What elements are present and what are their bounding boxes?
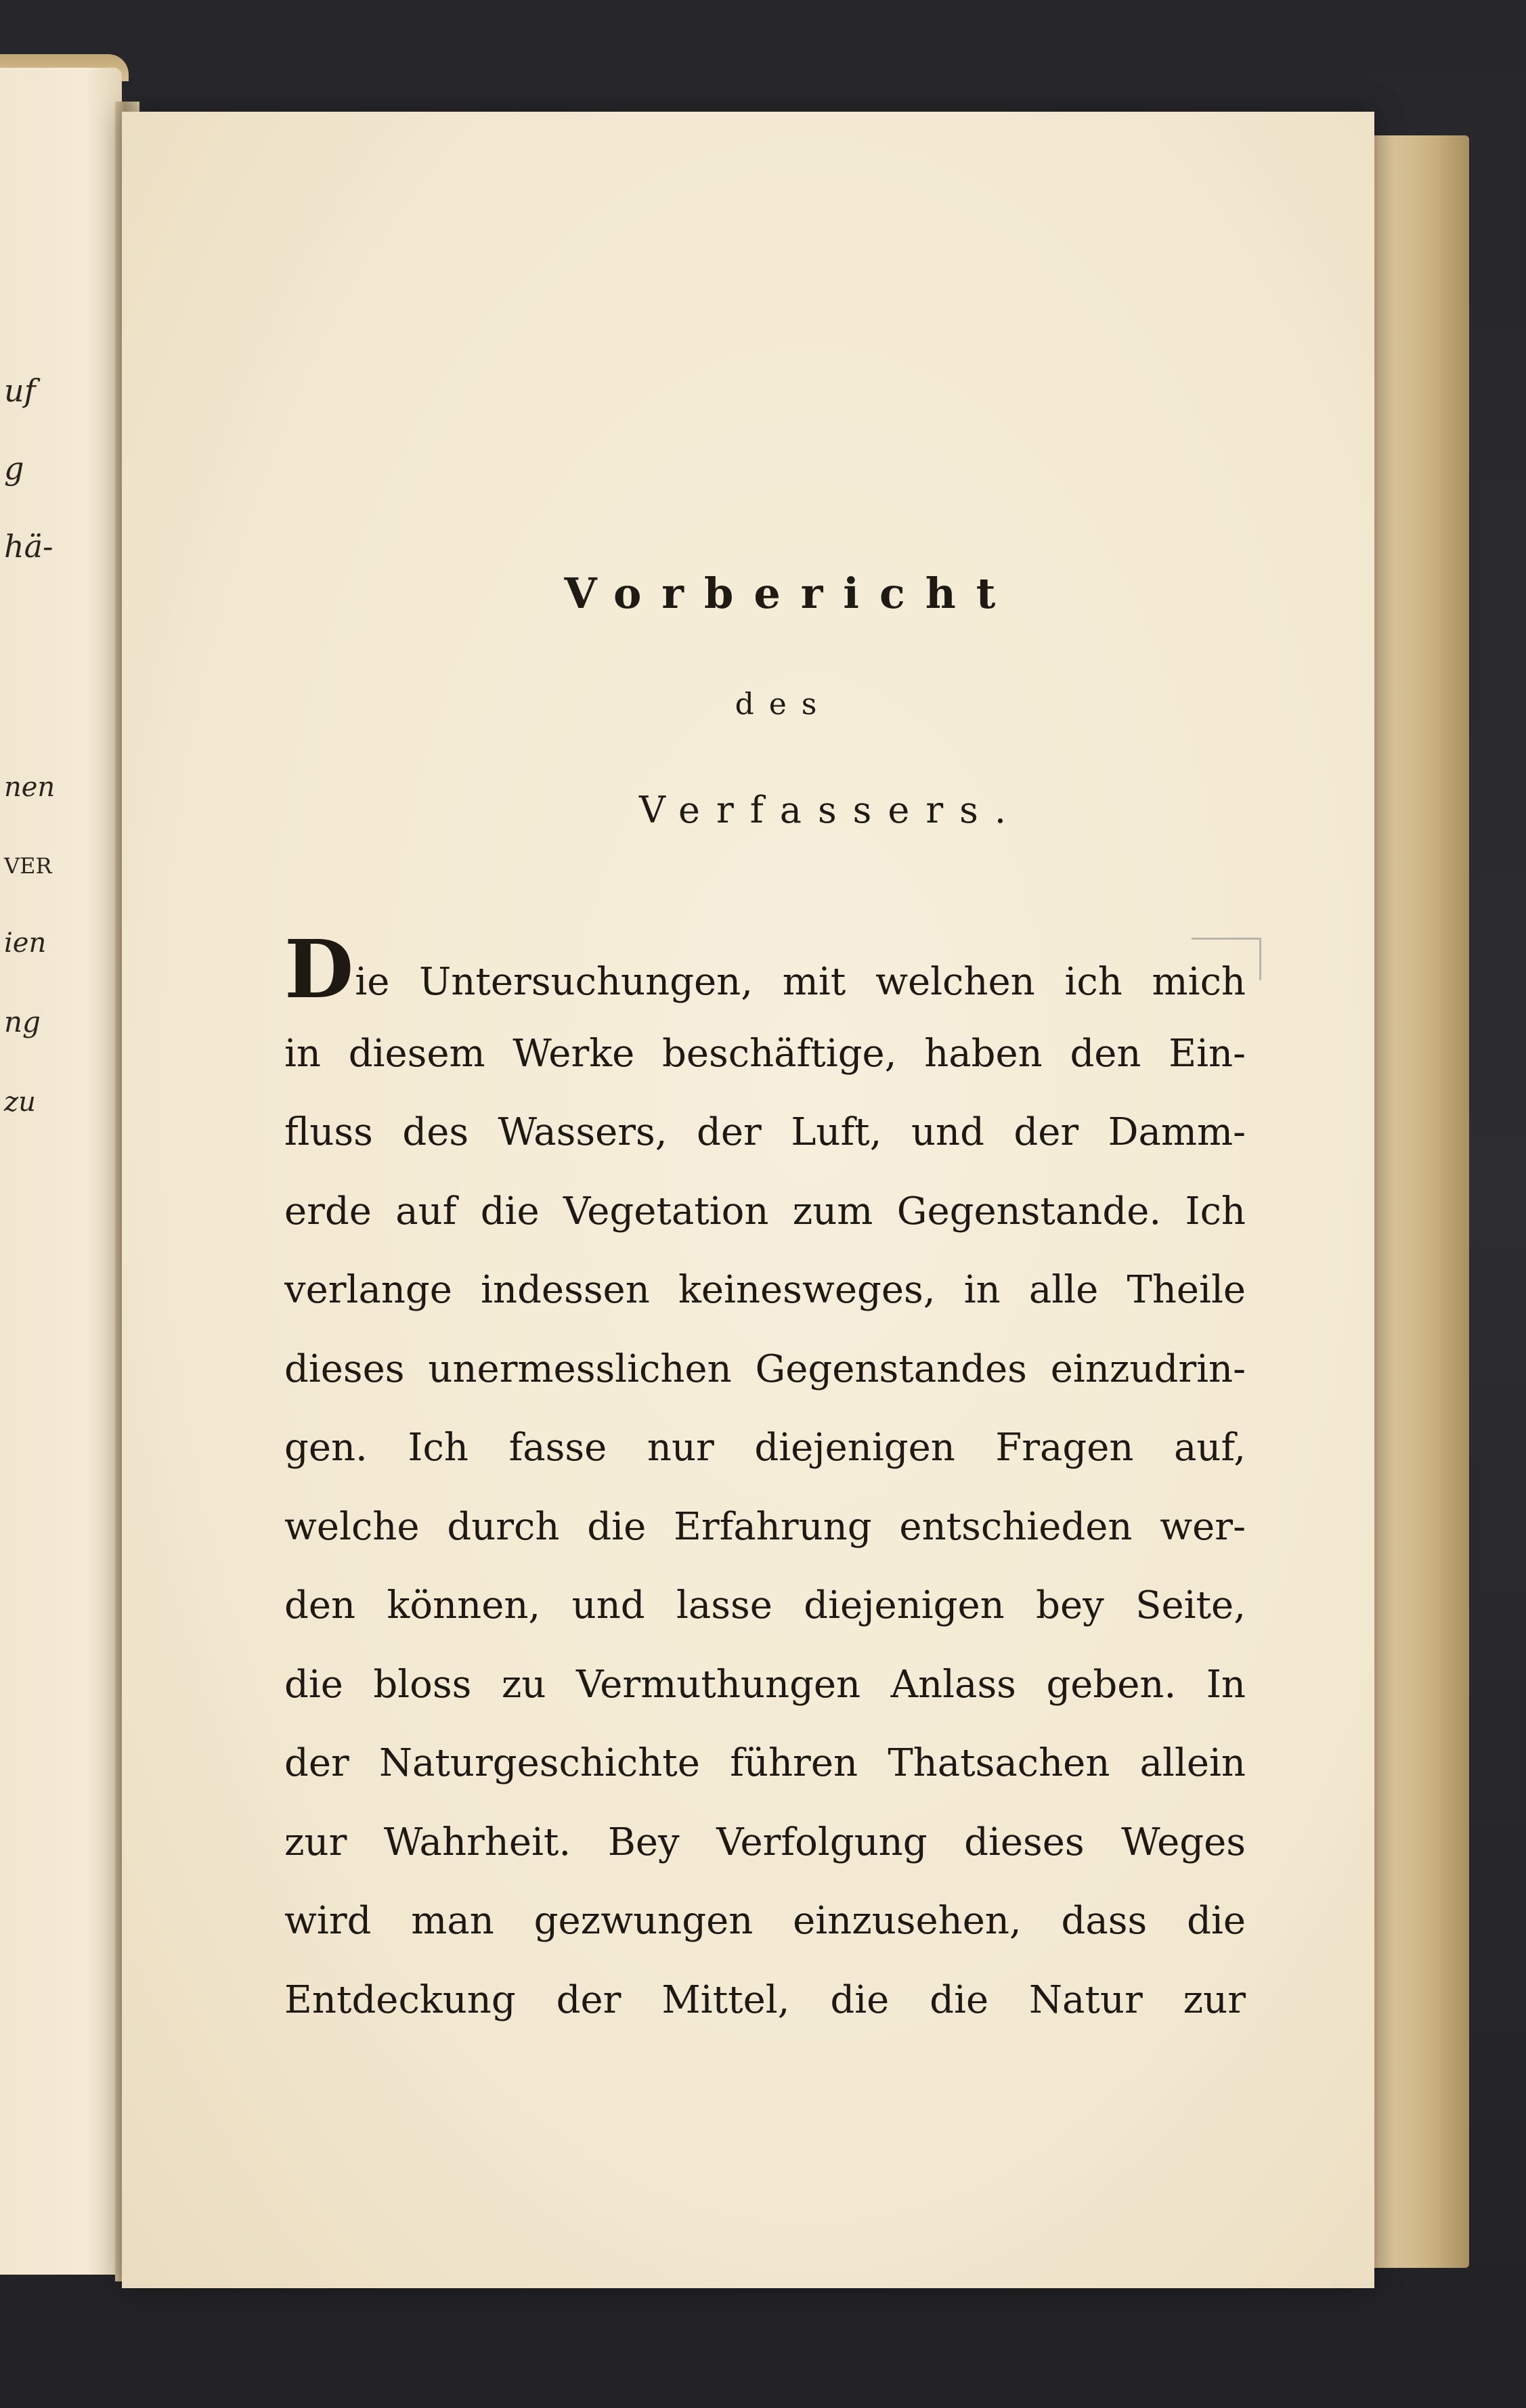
text-line: der Naturgeschichte führen Thatsachen allein (284, 1741, 1246, 1785)
body-text (284, 936, 1246, 2040)
text-line: verlange indessen keinesweges, in alle Theile (284, 1268, 1246, 1312)
left-page-fragment: g (4, 450, 24, 487)
page-title: Vorbericht (564, 569, 1016, 618)
text-line (284, 936, 1246, 1015)
left-page-fragment: ien (4, 927, 47, 959)
page-subtitle-verfassers: Verfassers. (638, 789, 1023, 831)
text-line: wird man gezwungen einzusehen, dass die (284, 1899, 1246, 1943)
text-line: die bloss zu Vermuthungen Anlass geben. In (284, 1662, 1246, 1707)
page-subtitle-des: des (735, 687, 832, 722)
text-line: dieses unermesslichen Gegenstandes einzudrin- (284, 1347, 1246, 1391)
left-page-fragment: uf (4, 372, 36, 409)
left-page-fragment: hä- (4, 528, 53, 565)
left-page-fragment: zu (4, 1087, 36, 1118)
text-line: zur Wahrheit. Bey Verfolgung dieses Weges (284, 1820, 1246, 1864)
book-cover-edge (1361, 135, 1469, 2268)
left-page-fragment: VER (4, 853, 52, 879)
left-page-fragment: nen (4, 772, 56, 803)
previous-page (0, 68, 122, 2275)
left-page-fragment: ng (4, 1005, 41, 1038)
text-line: gen. Ich fasse nur diejenigen Fragen auf, (284, 1426, 1246, 1470)
drop-cap: D (284, 936, 354, 1015)
text-line: in diesem Werke beschäftige, haben den Ein- (284, 1031, 1246, 1076)
text-line: fluss des Wassers, der Luft, und der Damm- (284, 1110, 1246, 1154)
text-line: erde auf die Vegetation zum Gegenstande. Ich (284, 1189, 1246, 1233)
text-line: den können, und lasse diejenigen bey Seite, (284, 1583, 1246, 1627)
text-line: welche durch die Erfahrung entschieden wer- (284, 1504, 1246, 1549)
text-line: Entdeckung der Mittel, die die Natur zur (284, 1977, 1246, 2022)
text-line-content: ie Untersuchungen, mit welchen ich mich (355, 960, 1246, 1004)
